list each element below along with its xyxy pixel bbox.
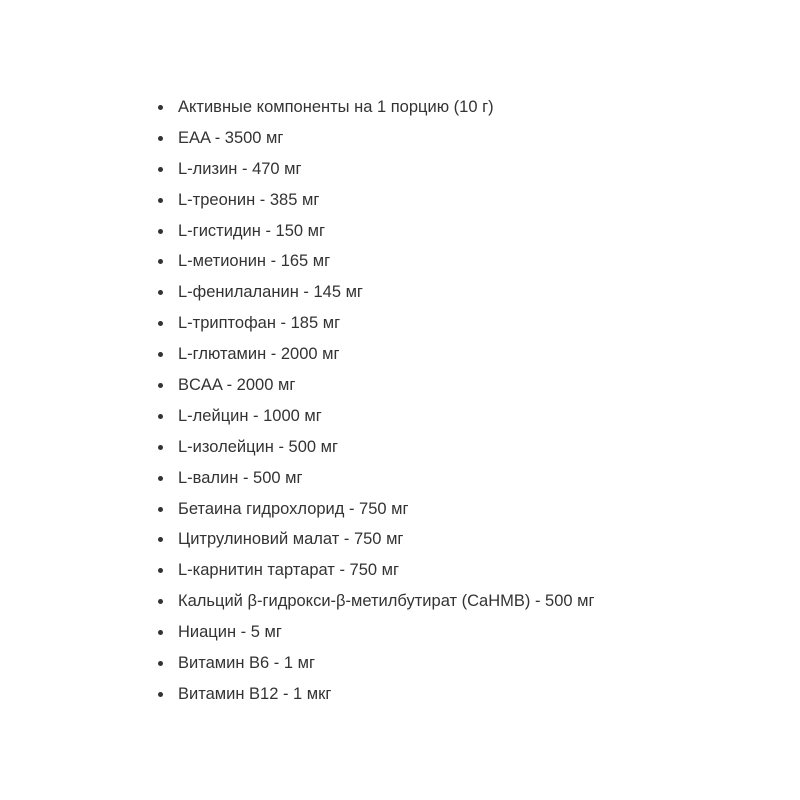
list-item xyxy=(150,216,595,247)
list-item-text: Бетаина гидрохлорид - 750 мг xyxy=(178,499,409,518)
list-item xyxy=(150,92,595,123)
list-item xyxy=(150,185,595,216)
list-item-text: L-лизин - 470 мг xyxy=(178,159,302,178)
list-item-text: Активные компоненты на 1 порцию (10 г) xyxy=(178,98,494,116)
bullet-icon xyxy=(158,537,163,542)
bullet-icon xyxy=(158,383,163,388)
list-item xyxy=(150,679,595,710)
list-item xyxy=(150,154,595,185)
bullet-icon xyxy=(158,198,163,203)
list-item xyxy=(150,555,595,586)
list-item xyxy=(150,463,595,494)
bullet-icon xyxy=(158,290,163,295)
list-item-text: Цитрулиновий малат - 750 мг xyxy=(178,530,404,549)
bullet-icon xyxy=(158,507,163,512)
list-item-text: L-триптофан - 185 мг xyxy=(178,314,341,333)
bullet-icon xyxy=(158,568,163,573)
list-item-text: L-фенилаланин - 145 мг xyxy=(178,283,363,302)
list-item xyxy=(150,586,595,617)
list-item-text: Витамин B6 - 1 мг xyxy=(178,654,315,673)
list-item-text: BCAA - 2000 мг xyxy=(178,376,296,395)
list-item-text: L-валин - 500 мг xyxy=(178,468,303,487)
bullet-icon xyxy=(158,630,163,635)
bullet-icon xyxy=(158,414,163,419)
list-item xyxy=(150,617,595,648)
list-item xyxy=(150,370,595,401)
list-item-text: L-метионин - 165 мг xyxy=(178,252,331,271)
bullet-icon xyxy=(158,445,163,450)
bullet-icon xyxy=(158,661,163,666)
list-item xyxy=(150,339,595,370)
list-item xyxy=(150,246,595,277)
list-item-text: L-карнитин тартарат - 750 мг xyxy=(178,561,400,580)
list-item xyxy=(150,277,595,308)
bullet-icon xyxy=(158,105,163,110)
ingredient-list xyxy=(150,92,595,710)
bullet-icon xyxy=(158,321,163,326)
list-item-text: L-изолейцин - 500 мг xyxy=(178,437,339,456)
list-item-text: L-треонин - 385 мг xyxy=(178,190,320,209)
bullet-icon xyxy=(158,352,163,357)
list-item xyxy=(150,524,595,555)
list-item xyxy=(150,123,595,154)
list-item-text: L-глютамин - 2000 мг xyxy=(178,345,340,364)
bullet-icon xyxy=(158,259,163,264)
list-item-text: EAA - 3500 мг xyxy=(178,128,284,147)
bullet-icon xyxy=(158,476,163,481)
list-item-text: L-лейцин - 1000 мг xyxy=(178,406,322,425)
list-item xyxy=(150,494,595,525)
list-item-text: Ниацин - 5 мг xyxy=(178,623,282,642)
bullet-icon xyxy=(158,136,163,141)
list-item xyxy=(150,432,595,463)
list-item-text: Витамин B12 - 1 мкг xyxy=(178,684,332,703)
bullet-icon xyxy=(158,692,163,697)
bullet-icon xyxy=(158,167,163,172)
list-item xyxy=(150,308,595,339)
list-item-text: Кальций β-гидрокси-β-метилбутират (CaHMB) - 500 мг xyxy=(178,592,595,611)
bullet-icon xyxy=(158,229,163,234)
list-item xyxy=(150,648,595,679)
bullet-icon xyxy=(158,599,163,604)
list-item-text: L-гистидин - 150 мг xyxy=(178,221,326,240)
list-item xyxy=(150,401,595,432)
